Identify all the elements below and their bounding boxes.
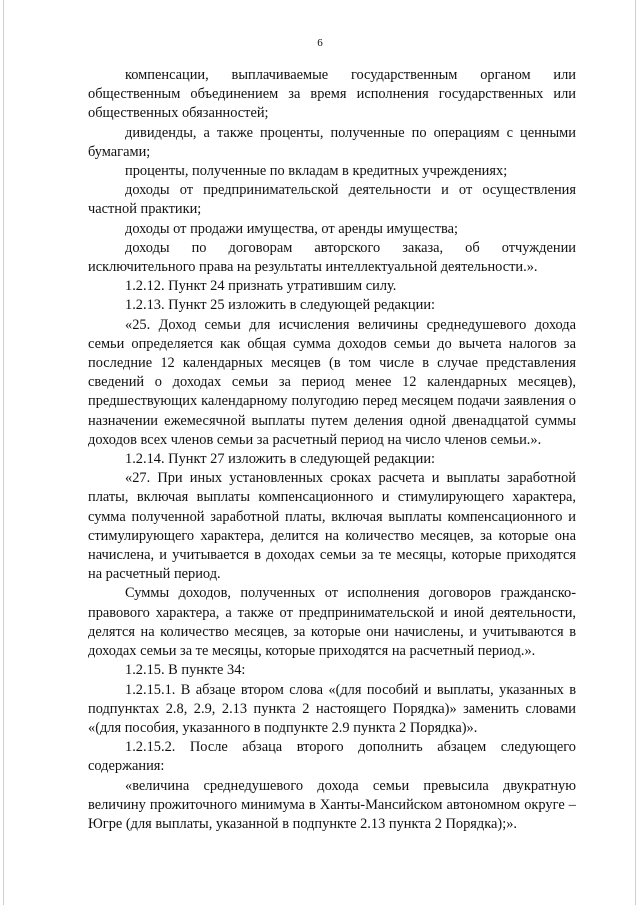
paragraph: «25. Доход семьи для исчисления величины среднедушевого дохода семьи определяется как общая сумма доходов семьи до вычета налогов за последние 12 календарных месяцев (в том числе в случае представления сведений о доходах семьи за период менее 12 календарных месяцев), предшествующих календарному полугодию перед месяцем подачи заявления о назначении ежемесячной выплаты путем деления одной двенадцатой суммы доходов всех членов семьи за расчетный период на число членов семьи.».	[88, 316, 576, 448]
paragraph: компенсации, выплачиваемые государственным органом или общественным объединением за время исполнения государственных или общественных обязанностей;	[88, 67, 576, 122]
paragraph: проценты, полученные по вкладам в кредитных учреждениях;	[125, 163, 508, 180]
paragraph: 1.2.14. Пункт 27 изложить в следующей редакции:	[125, 451, 436, 468]
paragraph: 1.2.15. В пункте 34:	[125, 662, 246, 679]
paragraph: 1.2.15.1. В абзаце втором слова «(для пособий и выплаты, указанных в подпунктах 2.8, 2.9, 2.13 пункта 2 настоящего Порядка)» заменить словами «(для пособия, указанного в подпункте 2.9 пункта 2 Порядка)».	[88, 681, 576, 736]
paragraph: 1.2.12. Пункт 24 признать утратившим силу.	[125, 278, 397, 295]
paragraph: доходы по договорам авторского заказа, об отчуждении исключительного права на результаты интеллектуальной деятельности.».	[88, 239, 576, 276]
paragraph: доходы от предпринимательской деятельности и от осуществления частной практики;	[88, 182, 576, 218]
page-number: 6	[317, 37, 323, 49]
page-edge-left	[3, 0, 4, 905]
paragraph: 1.2.15.2. После абзаца второго дополнить абзацем следующего содержания:	[88, 739, 576, 775]
paragraph: доходы от продажи имущества, от аренды имущества;	[125, 220, 459, 237]
paragraph: Суммы доходов, полученных от исполнения договоров гражданско-правового характера, а также от предпринимательской и иной деятельности, делятся на количество месяцев, за которые они начислены, и учитываются в доходах семьи за те месяцы, которые приходятся на расчетный период.».	[88, 585, 576, 660]
paragraph: «27. При иных установленных сроках расчета и выплаты заработной платы, включая выплаты компенсационного и стимулирующего характера, сумма полученной заработной платы, включая выплаты компенсационного и стимулирующего характера, делится на количество месяцев, за которые она начислена, и учитывается в доходах семьи за те месяцы, которые приходятся на расчетный период.	[88, 470, 576, 583]
paragraph: «величина среднедушевого дохода семьи превысила двукратную величину прожиточного минимума в Ханты-Мансийском автономном округе – Югре (для выплаты, указанной в подпункте 2.13 пункта 2 Порядка);».	[88, 777, 576, 832]
document-body	[88, 66, 576, 834]
page-edge-right	[635, 0, 636, 905]
paragraph: 1.2.13. Пункт 25 изложить в следующей редакции:	[125, 297, 436, 314]
paragraph: дивиденды, а также проценты, полученные по операциям с ценными бумагами;	[88, 124, 576, 160]
